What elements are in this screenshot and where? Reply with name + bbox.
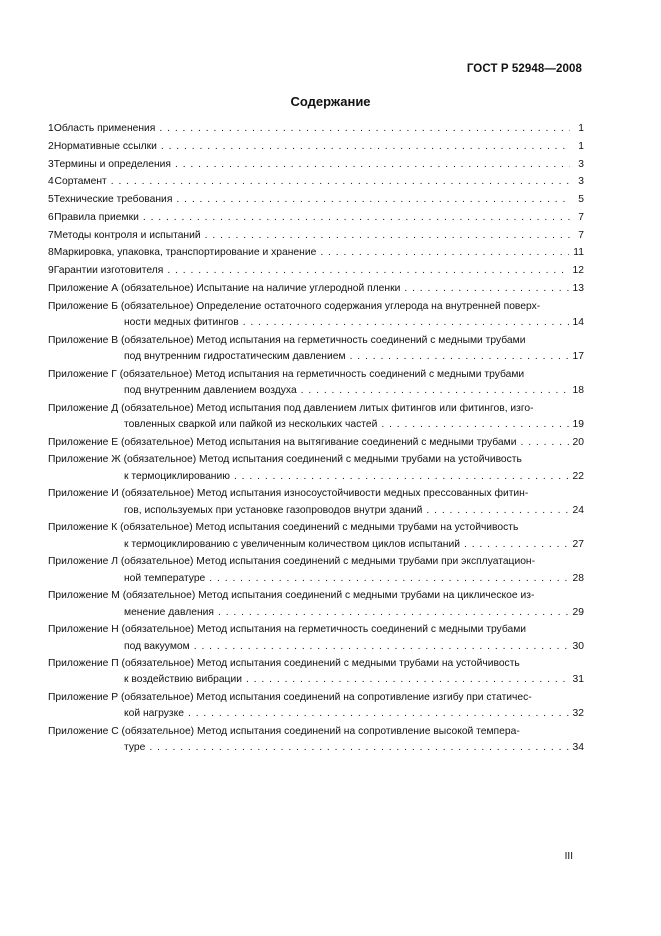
toc-entry[interactable] [48,263,584,279]
toc-entry-page: 12 [572,265,584,277]
dot-leader [190,639,569,655]
dot-leader [214,605,569,621]
toc-entry[interactable] [48,486,584,518]
toc-entry-label: Термины и определения [53,158,171,170]
dot-leader [297,383,569,399]
toc-entry-label: Маркировка, упаковка, транспортирование и хранение [53,247,317,259]
page-number: III [564,851,573,862]
toc-entry-page: 18 [572,384,584,396]
toc-entry-label: Приложение Ж (обязательное) Метод испытания соединений с медными трубами на устойчивость [48,454,522,466]
toc-entry-page: 3 [578,158,584,170]
toc-entry-label: Нормативные ссылки [53,140,157,152]
dot-leader [201,228,570,244]
toc-entry-label: Приложение М (обязательное) Метод испытания соединений с медными трубами на циклическое из- [48,590,535,602]
toc-entry[interactable] [48,656,584,688]
toc-entry-label: под вакуумом [124,640,190,652]
toc-entry-number: 5 [48,194,54,206]
toc-entry[interactable] [48,174,584,190]
standard-code: ГОСТ Р 52948—2008 [466,63,582,75]
dot-leader [145,740,568,756]
toc-entry[interactable] [48,299,584,331]
dot-leader [242,672,569,688]
toc-entry-label: Приложение Е (обязательное) Метод испытания на вытягивание соединений с медными трубами [48,436,517,448]
table-of-contents [48,121,584,758]
dot-leader [239,315,569,331]
toc-entry-page: 22 [572,470,584,482]
toc-entry-page: 24 [572,504,584,516]
dot-leader [172,192,570,208]
dot-leader [184,706,569,722]
toc-entry[interactable] [48,210,584,226]
dot-leader [163,263,568,279]
dot-leader [422,503,568,519]
toc-entry-label: к термоциклированию [124,470,230,482]
toc-entry-label: менение давления [124,606,214,618]
toc-title: Содержание [290,94,371,109]
dot-leader [400,281,568,297]
toc-entry-label: Приложение Р (обязательное) Метод испытания соединений на сопротивление изгибу при статичес- [48,692,532,704]
toc-entry-page: 28 [572,572,584,584]
toc-entry[interactable] [48,333,584,365]
dot-leader [139,210,570,226]
toc-entry-label: Приложение Н (обязательное) Метод испытания на герметичность соединений с медными трубами [48,624,527,636]
dot-leader [460,537,569,553]
toc-entry-label: Приложение С (обязательное) Метод испытания соединений на сопротивление высокой темпера- [48,726,520,738]
toc-entry-page: 27 [572,538,584,550]
dot-leader [516,435,568,451]
toc-entry-number: 2 [48,140,54,152]
toc-entry-page: 29 [572,606,584,618]
toc-entry-label: товленных сваркой или пайкой из нескольких частей [124,418,378,430]
toc-entry[interactable] [48,281,584,297]
dot-leader [171,157,570,173]
toc-entry-number: 1 [48,123,54,134]
toc-entry-label: Технические требования [53,194,173,206]
toc-entry-page: 32 [572,708,584,720]
toc-entry-page: 11 [573,247,584,259]
toc-entry-label: Приложение К (обязательное) Метод испытания соединений с медными трубами на устойчивость [48,522,519,534]
toc-entry-label: к воздействию вибрации [124,674,242,686]
toc-entry[interactable] [48,520,584,552]
dot-leader [230,469,569,485]
toc-entry[interactable] [48,192,584,208]
toc-entry-label: Приложение Г (обязательное) Метод испытания на герметичность соединений с медными трубами [48,368,525,380]
toc-entry-label: Гарантии изготовителя [53,265,164,277]
toc-entry[interactable] [48,554,584,586]
dot-leader [316,245,569,261]
toc-entry-page: 7 [578,229,584,241]
toc-entry-page: 1 [578,140,584,152]
dot-leader [346,349,569,365]
toc-entry[interactable] [48,367,584,399]
toc-entry-number: 8 [48,247,54,259]
toc-entry-label: Приложение Л (обязательное) Метод испытания соединений с медными трубами при эксплуатацион- [48,556,536,568]
toc-entry[interactable] [48,435,584,451]
toc-entry-label: под внутренним гидростатическим давлением [124,350,346,362]
toc-entry[interactable] [48,622,584,654]
toc-entry-label: Сортамент [54,176,107,188]
toc-entry-label: Приложение И (обязательное) Метод испытания износоустойчивости медных прессованных фитин- [48,488,529,500]
toc-entry-label: Приложение Д (обязательное) Метод испытания под давлением литых фитингов или фитингов, изго- [48,402,534,414]
toc-entry-page: 30 [572,640,584,652]
toc-entry-label: Приложение Б (обязательное) Определение остаточного содержания углерода на внутренней поверх- [48,300,541,312]
toc-entry-page: 7 [578,211,584,223]
toc-entry-page: 5 [578,194,584,206]
toc-entry-label: туре [124,742,146,754]
dot-leader [155,121,570,137]
dot-leader [377,417,568,433]
toc-entry-number: 6 [48,211,54,223]
dot-leader [107,174,570,190]
toc-entry[interactable] [48,690,584,722]
toc-entry-label: Область применения [53,123,156,134]
toc-entry[interactable] [48,245,584,261]
toc-entry-page: 20 [572,436,584,448]
toc-entry-label: гов, используемых при установке газопроводов внутри зданий [124,504,423,516]
toc-entry-label: Правила приемки [54,211,139,223]
toc-entry-label: Приложение А (обязательное) Испытание на наличие углеродной пленки [48,283,401,295]
toc-entry-page: 34 [572,742,584,754]
toc-entry-page: 17 [572,350,584,362]
toc-entry[interactable] [48,401,584,433]
toc-entry-page: 13 [572,283,584,295]
toc-entry[interactable] [48,724,584,756]
toc-entry[interactable] [48,452,584,484]
toc-entry-label: к термоциклированию с увеличенным количеством циклов испытаний [124,538,460,550]
toc-entry[interactable] [48,121,584,137]
dot-leader [157,139,570,155]
toc-entry[interactable] [48,139,584,155]
toc-entry-page: 31 [572,674,584,686]
toc-entry-label: под внутренним давлением воздуха [124,384,297,396]
toc-entry[interactable] [48,588,584,620]
toc-entry-page: 14 [572,317,584,328]
dot-leader [205,571,568,587]
toc-entry-label: Приложение В (обязательное) Метод испытания на герметичность соединений с медными трубами [48,334,526,346]
toc-entry-label: Методы контроля и испытаний [53,229,201,241]
toc-entry-number: 7 [48,229,54,241]
toc-entry-label: ности медных фитингов [124,317,239,328]
toc-entry[interactable] [48,228,584,244]
toc-entry-page: 19 [572,418,584,430]
toc-entry-label: кой нагрузке [124,708,184,720]
toc-entry-number: 3 [48,158,54,170]
toc-entry-label: Приложение П (обязательное) Метод испытания соединений с медными трубами на устойчивость [48,658,520,670]
toc-entry-number: 9 [48,265,54,277]
toc-entry-page: 1 [578,123,584,134]
toc-entry-page: 3 [578,176,584,188]
toc-entry-number: 4 [48,176,54,188]
toc-entry-label: ной температуре [124,572,206,584]
toc-entry[interactable] [48,157,584,173]
